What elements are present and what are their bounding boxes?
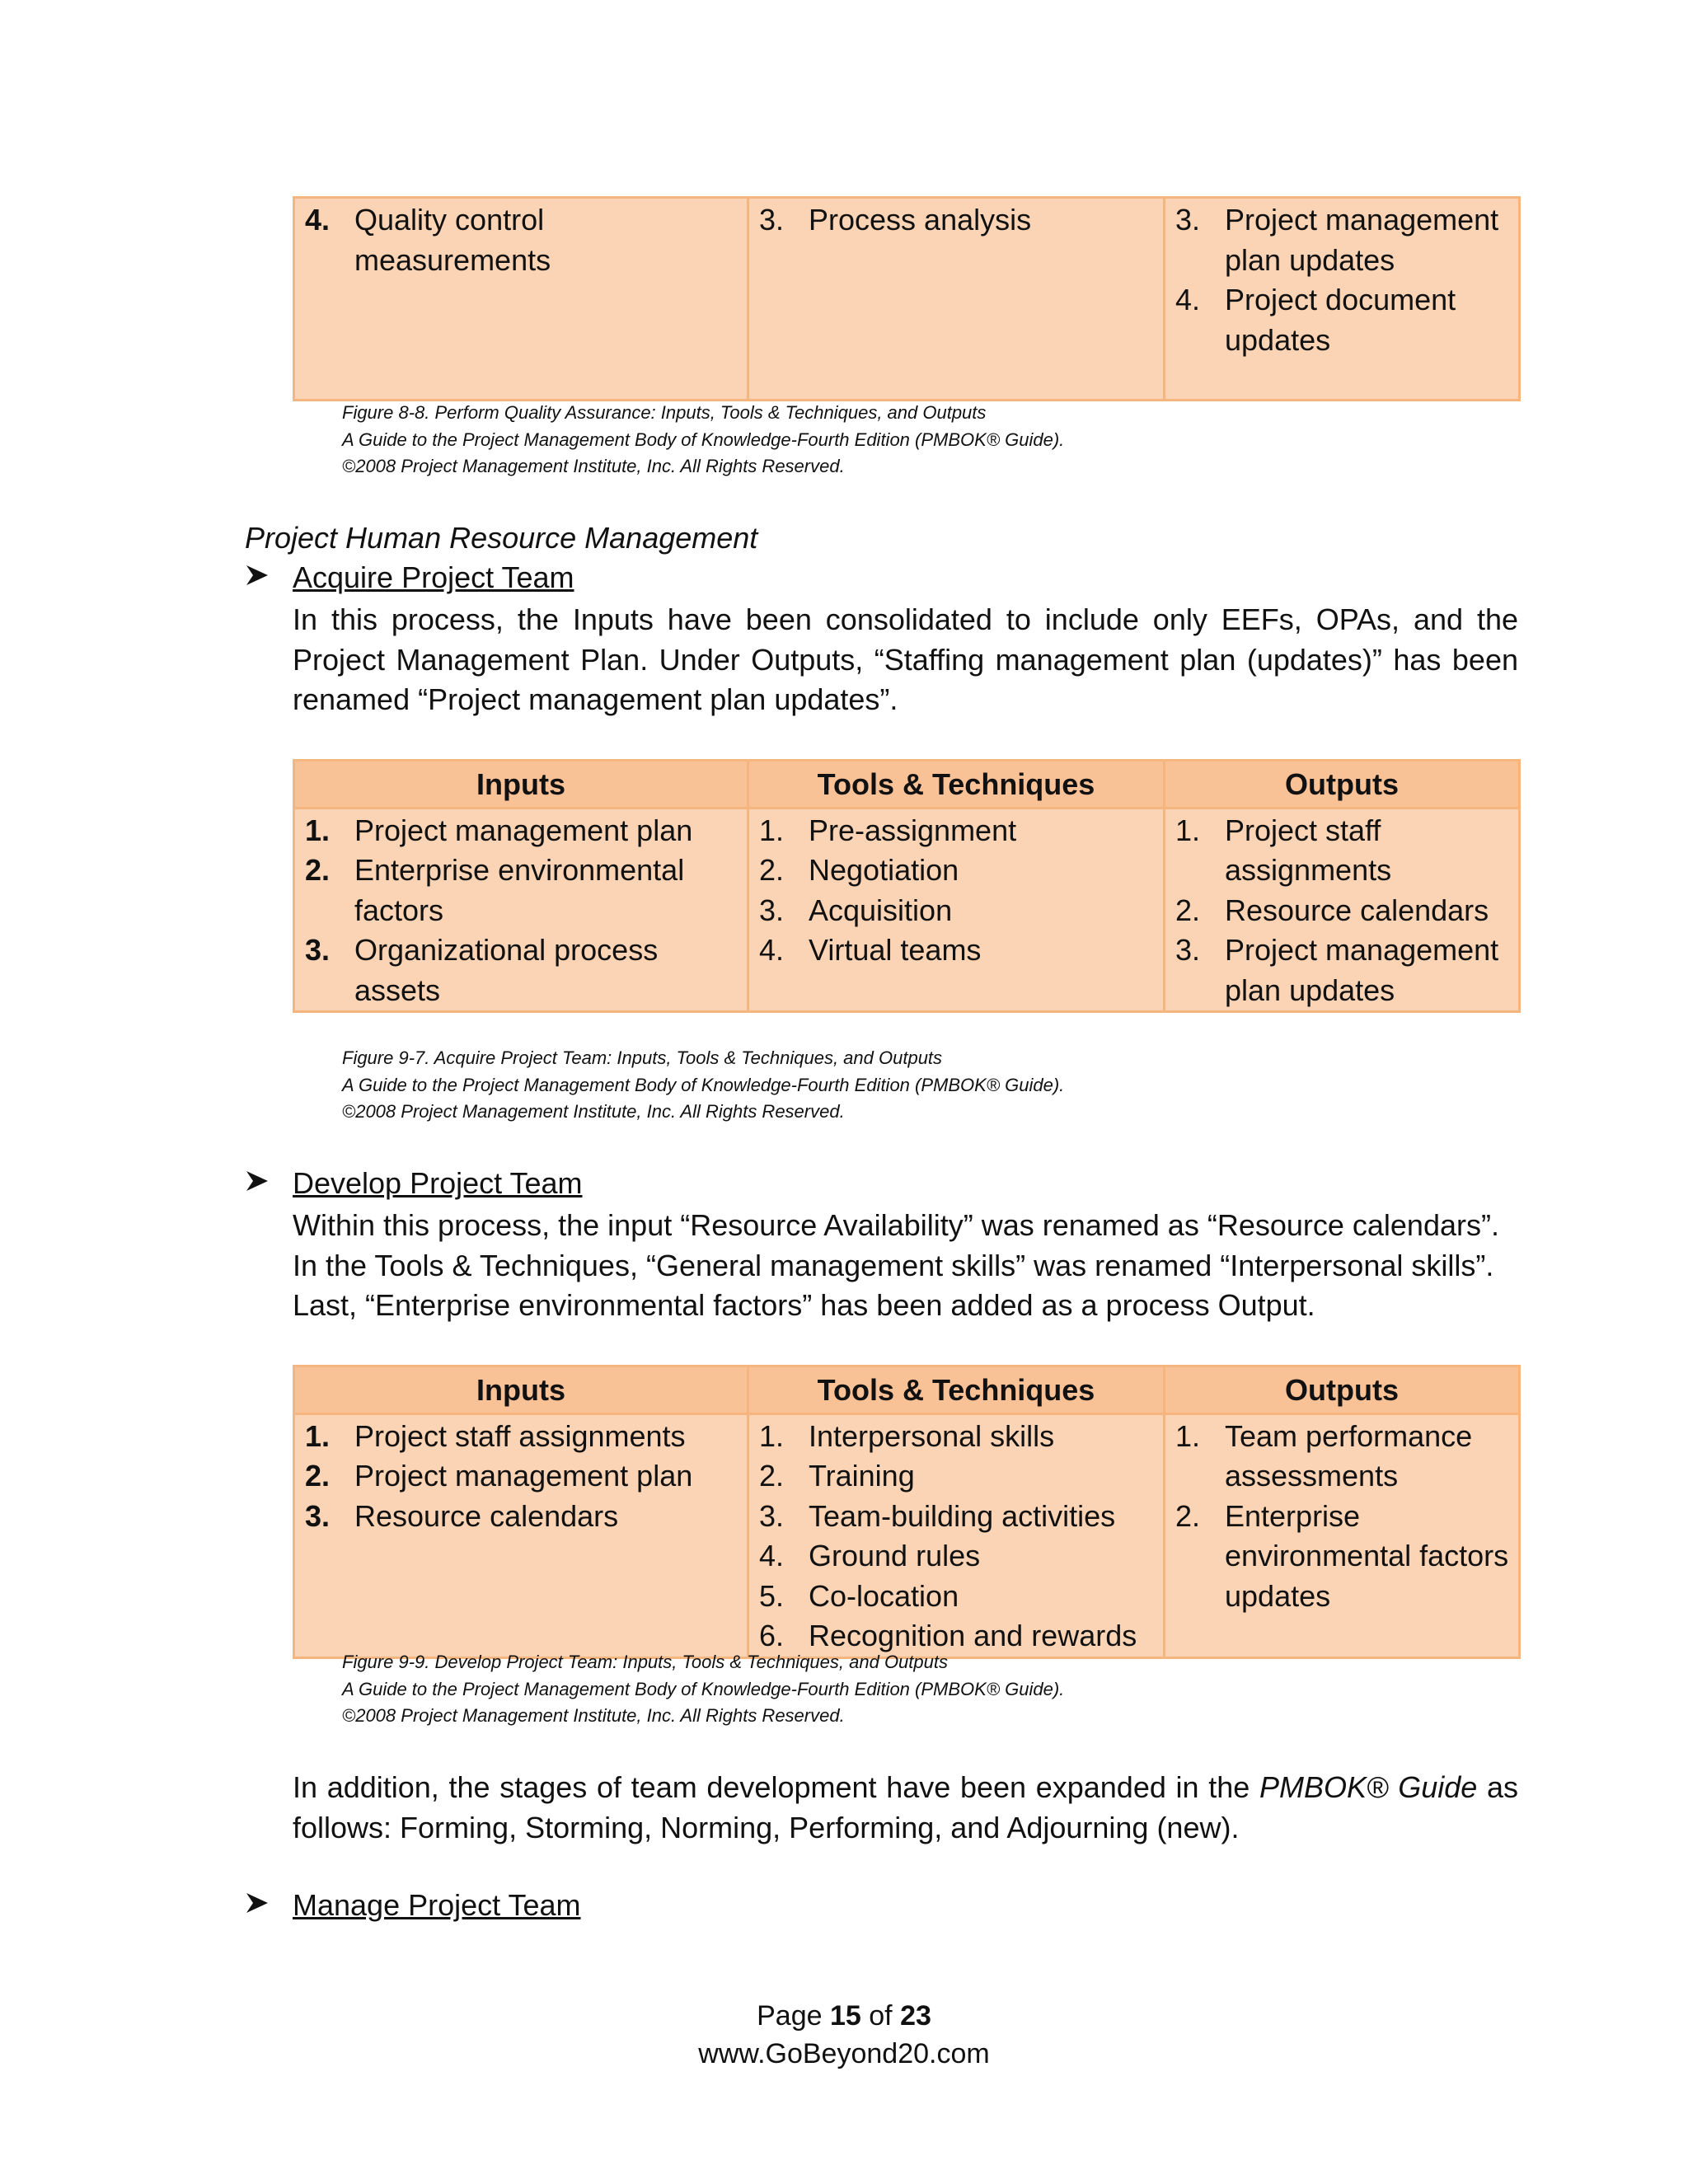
develop-table bbox=[293, 1365, 1521, 1659]
caption-line: A Guide to the Project Management Body of Knowledge-Fourth Edition (PMBOK® Guide). bbox=[342, 1678, 1065, 1699]
list-item-text: Project management plan updates bbox=[1225, 203, 1499, 277]
list-item bbox=[759, 1497, 1155, 1537]
tools-cell bbox=[748, 198, 1165, 401]
list-item bbox=[1175, 811, 1510, 891]
addition-emphasis: PMBOK® Guide bbox=[1259, 1770, 1478, 1804]
list-item-number: 3. bbox=[1175, 203, 1201, 237]
list-item-text: Project management plan bbox=[354, 1459, 693, 1493]
list-item-text: Interpersonal skills bbox=[809, 1418, 1055, 1453]
page-number bbox=[0, 1997, 1688, 2035]
caption-line: Figure 8-8. Perform Quality Assurance: Inputs, Tools & Techniques, and Outputs bbox=[342, 402, 987, 423]
table-header-row bbox=[294, 761, 1520, 808]
list-item-text: Process analysis bbox=[809, 203, 1032, 237]
header-inputs: Inputs bbox=[294, 1366, 748, 1414]
list-item-text: Negotiation bbox=[809, 853, 959, 887]
list-item bbox=[759, 811, 1155, 851]
inputs-cell bbox=[294, 808, 748, 1012]
list-item-text: Resource calendars bbox=[1225, 893, 1489, 927]
tools-cell bbox=[748, 808, 1165, 1012]
paragraph-line: Last, “Enterprise environmental factors” has been added as a process Output. bbox=[293, 1288, 1315, 1322]
list-item bbox=[759, 1577, 1155, 1617]
outputs-cell bbox=[1165, 808, 1520, 1012]
list-item-text: Project management plan bbox=[354, 813, 693, 847]
paragraph-line: Within this process, the input “Resource Availability” was renamed as “Resource calendars”. bbox=[293, 1208, 1499, 1242]
list-item-number: 1. bbox=[305, 1418, 331, 1453]
list-item-number: 3. bbox=[305, 1498, 331, 1533]
develop-paragraph bbox=[293, 1206, 1518, 1326]
list-item-number: 4. bbox=[759, 933, 785, 967]
list-item bbox=[759, 891, 1155, 931]
list-item-text: Team performance assessments bbox=[1225, 1418, 1473, 1493]
fig88-caption bbox=[342, 400, 1064, 480]
header-tools: Tools & Techniques bbox=[748, 761, 1165, 808]
list-item bbox=[759, 1417, 1155, 1457]
addition-paragraph bbox=[293, 1768, 1518, 1848]
list-item bbox=[305, 851, 738, 930]
acquire-paragraph: In this process, the Inputs have been consolidated to include only EEFs, OPAs, and the Project Management Plan. Under Outputs, “Staffing management plan (updates)” has been renamed “Project management plan updates”. bbox=[293, 602, 1518, 716]
acquire-table bbox=[293, 759, 1521, 1013]
section-title: Project Human Resource Management bbox=[245, 521, 758, 555]
caption-line: ©2008 Project Management Institute, Inc. All Rights Reserved. bbox=[342, 1101, 845, 1122]
list-item bbox=[305, 930, 738, 1010]
list-item bbox=[305, 811, 738, 851]
list-item bbox=[759, 1536, 1155, 1577]
caption-line: Figure 9-9. Develop Project Team: Inputs, Tools & Techniques, and Outputs bbox=[342, 1652, 948, 1672]
page-label: Page bbox=[757, 2000, 823, 2032]
caption-line: ©2008 Project Management Institute, Inc. All Rights Reserved. bbox=[342, 1705, 845, 1726]
list-item bbox=[759, 851, 1155, 891]
list-item-number: 2. bbox=[305, 853, 331, 887]
list-item-text: Project staff assignments bbox=[1225, 813, 1392, 887]
outputs-cell bbox=[1165, 1413, 1520, 1657]
list-item bbox=[1175, 200, 1510, 280]
list-item-number: 3. bbox=[1175, 933, 1201, 967]
list-item bbox=[759, 1456, 1155, 1497]
header-tools: Tools & Techniques bbox=[748, 1366, 1165, 1414]
list-item-number: 2. bbox=[759, 853, 785, 887]
list-item bbox=[759, 930, 1155, 971]
caption-line: A Guide to the Project Management Body of Knowledge-Fourth Edition (PMBOK® Guide). bbox=[342, 1074, 1065, 1095]
inputs-cell bbox=[294, 198, 748, 401]
list-item-text: Project management plan updates bbox=[1225, 933, 1499, 1007]
list-item-number: 4. bbox=[759, 1539, 785, 1572]
bullet-manage-project-team bbox=[245, 1888, 581, 1923]
list-item-text: Acquisition bbox=[809, 893, 953, 927]
caption-line: ©2008 Project Management Institute, Inc. All Rights Reserved. bbox=[342, 456, 845, 476]
list-item-text: Enterprise environmental factors bbox=[354, 853, 685, 927]
table-row bbox=[294, 1413, 1520, 1657]
list-item bbox=[305, 1497, 738, 1537]
bullet-label: Develop Project Team bbox=[293, 1166, 583, 1200]
bullet-develop-project-team bbox=[245, 1166, 583, 1201]
list-item-number: 1. bbox=[759, 813, 785, 847]
outputs-cell bbox=[1165, 198, 1520, 401]
fig88-table bbox=[293, 196, 1521, 401]
bullet-acquire-project-team bbox=[245, 560, 574, 595]
list-item-text: Quality control measurements bbox=[354, 203, 551, 277]
list-item bbox=[1175, 280, 1510, 360]
list-item-number: 3. bbox=[305, 933, 331, 967]
fig97-caption bbox=[342, 1045, 1064, 1126]
list-item-number: 2. bbox=[759, 1459, 785, 1493]
table-row bbox=[294, 198, 1520, 401]
list-item-number: 1. bbox=[305, 813, 331, 847]
list-item-text: Training bbox=[809, 1459, 915, 1493]
list-item-number: 3. bbox=[759, 1498, 785, 1533]
list-item-number: 2. bbox=[1175, 893, 1201, 927]
list-item-number: 1. bbox=[1175, 813, 1201, 847]
page-current: 15 bbox=[829, 2000, 861, 2032]
table-header-row bbox=[294, 1366, 1520, 1414]
list-item-text: Pre-assignment bbox=[809, 813, 1017, 847]
header-outputs: Outputs bbox=[1165, 761, 1520, 808]
list-item bbox=[1175, 930, 1510, 1010]
website-link[interactable]: www.GoBeyond20.com bbox=[698, 2038, 990, 2069]
addition-text: In addition, the stages of team development have been expanded in the bbox=[293, 1770, 1259, 1804]
fig99-caption bbox=[342, 1649, 1064, 1730]
list-item-text: Enterprise environmental factors updates bbox=[1225, 1498, 1509, 1613]
caption-line: Figure 9-7. Acquire Project Team: Inputs, Tools & Techniques, and Outputs bbox=[342, 1047, 943, 1068]
list-item-text: Project document updates bbox=[1225, 283, 1456, 357]
inputs-cell bbox=[294, 1413, 748, 1657]
header-inputs: Inputs bbox=[294, 761, 748, 808]
list-item-text: Co-location bbox=[809, 1578, 959, 1613]
arrow-bullet-icon bbox=[245, 1888, 293, 1923]
tools-cell bbox=[748, 1413, 1165, 1657]
list-item-number: 2. bbox=[1175, 1498, 1201, 1533]
arrow-bullet-icon bbox=[245, 560, 293, 595]
list-item-text: Project staff assignments bbox=[354, 1418, 686, 1453]
list-item-text: Resource calendars bbox=[354, 1498, 619, 1533]
list-item-number: 1. bbox=[759, 1418, 785, 1453]
bullet-label: Acquire Project Team bbox=[293, 560, 574, 594]
page-of: of bbox=[869, 2000, 893, 2032]
list-item bbox=[1175, 891, 1510, 931]
list-item-text: Ground rules bbox=[809, 1539, 981, 1572]
list-item bbox=[1175, 1497, 1510, 1617]
list-item bbox=[305, 1456, 738, 1497]
list-item-text: Recognition and rewards bbox=[809, 1619, 1137, 1652]
arrow-bullet-icon bbox=[245, 1166, 293, 1201]
list-item bbox=[305, 200, 738, 280]
caption-line: A Guide to the Project Management Body of Knowledge-Fourth Edition (PMBOK® Guide). bbox=[342, 429, 1065, 450]
list-item-number: 2. bbox=[305, 1459, 331, 1493]
list-item-number: 3. bbox=[759, 893, 785, 927]
paragraph-line: In the Tools & Techniques, “General management skills” was renamed “Interpersonal skills”. bbox=[293, 1248, 1494, 1282]
list-item-text: Organizational process assets bbox=[354, 933, 659, 1007]
header-outputs: Outputs bbox=[1165, 1366, 1520, 1414]
table-row bbox=[294, 808, 1520, 1012]
list-item-text: Virtual teams bbox=[809, 933, 982, 967]
list-item-number: 6. bbox=[759, 1619, 785, 1652]
list-item-text: Team-building activities bbox=[809, 1498, 1116, 1533]
list-item-number: 1. bbox=[1175, 1418, 1201, 1453]
bullet-label: Manage Project Team bbox=[293, 1888, 581, 1922]
list-item bbox=[1175, 1417, 1510, 1497]
list-item bbox=[305, 1417, 738, 1457]
list-item-number: 4. bbox=[305, 203, 331, 237]
list-item bbox=[759, 200, 1155, 241]
page-footer bbox=[0, 1997, 1688, 2073]
list-item-number: 5. bbox=[759, 1578, 785, 1613]
list-item-number: 3. bbox=[759, 203, 785, 237]
addition-text: as follows: Forming, Storming, Norming, Performing, and Adjourning (new). bbox=[293, 1770, 1518, 1844]
page-total: 23 bbox=[900, 2000, 931, 2032]
list-item-number: 4. bbox=[1175, 283, 1201, 316]
